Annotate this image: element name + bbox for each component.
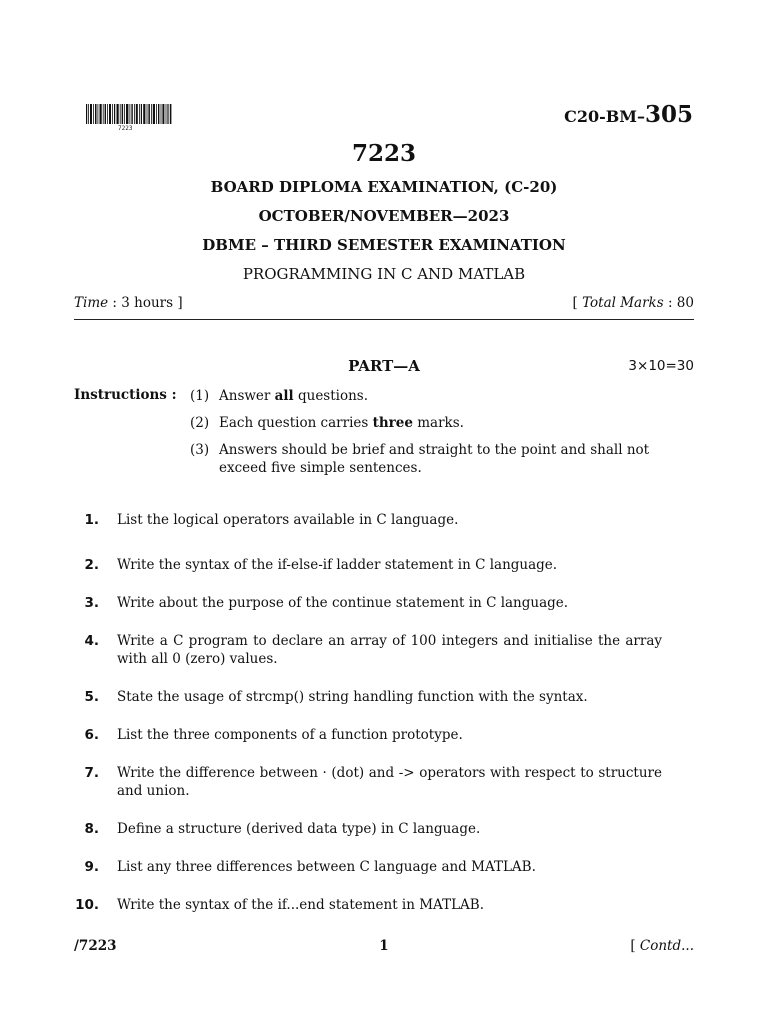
barcode (86, 104, 172, 138)
instruction-text (219, 414, 669, 432)
question-text: List the three components of a function prototype. (117, 727, 463, 743)
question-number: 5. (84, 689, 99, 705)
question-text: State the usage of strcmp() string handling function with the syntax. (117, 689, 588, 705)
instruction-text-end: marks. (412, 415, 464, 431)
barcode-number: 7223 (118, 125, 133, 132)
barcode-bars (86, 104, 172, 124)
question-number: 9. (84, 859, 99, 875)
instruction-number: (3) (190, 442, 210, 458)
instruction-text-start: Answer (219, 388, 275, 404)
question-text: Write a C program to declare an array of 100 integers and initialise the array with all 0 (zero) values. (117, 633, 662, 667)
total-marks-value: : 80 (667, 295, 694, 311)
paper-code (564, 101, 693, 128)
instructions-label: Instructions : (74, 387, 177, 403)
question-number: 4. (84, 633, 99, 649)
question-text: List any three differences between C language and MATLAB. (117, 859, 536, 875)
instruction-text (219, 441, 669, 477)
instruction-text-start: Each question carries (219, 415, 373, 431)
question-number: 1. (84, 512, 99, 528)
semester-title: DBME – THIRD SEMESTER EXAMINATION (202, 236, 566, 254)
board-title: BOARD DIPLOMA EXAMINATION, (C-20) (210, 178, 558, 196)
page-number: 1 (379, 938, 389, 954)
instruction-emphasis: all (274, 388, 294, 404)
time-value: : 3 hours ] (112, 295, 183, 311)
exam-session: OCTOBER/NOVEMBER—2023 (258, 207, 510, 225)
part-marks: 3×10=30 (628, 358, 694, 374)
subject-title: PROGRAMMING IN C AND MATLAB (242, 265, 526, 283)
footer-code: /7223 (74, 938, 117, 954)
question-number: 6. (84, 727, 99, 743)
instruction-text-end: questions. (293, 388, 369, 404)
paper-code-number: 305 (644, 101, 693, 128)
total-marks-label: Total Marks (582, 295, 664, 311)
time-label: Time (74, 295, 109, 311)
part-title: PART—A (348, 357, 420, 375)
paper-code-prefix: C20-BM– (564, 107, 645, 126)
instruction-number: (2) (190, 415, 210, 431)
question-text: Write the syntax of the if-else-if ladder statement in C language. (117, 557, 558, 573)
instruction-text-start: Answers should be brief and straight to the point and shall not exceed five simple sentences. (219, 442, 650, 476)
time-info (74, 295, 183, 311)
question-text: List the logical operators available in C language. (117, 512, 459, 528)
question-text: Write the difference between · (dot) and -> operators with respect to structure and union. (117, 765, 662, 799)
paper-number: 7223 (351, 140, 416, 167)
question-text: Define a structure (derived data type) in C language. (117, 821, 481, 837)
instruction-emphasis: three (372, 415, 413, 431)
total-marks-bracket: [ (572, 295, 578, 311)
question-number: 3. (84, 595, 99, 611)
continued-bracket: [ (630, 938, 636, 954)
continued-label: Contd... (639, 938, 694, 954)
total-marks-info (572, 295, 694, 311)
header-divider (74, 319, 694, 320)
instruction-text (219, 387, 669, 405)
continued-note (630, 938, 694, 954)
question-text: Write about the purpose of the continue statement in C language. (117, 595, 569, 611)
question-number: 10. (75, 897, 99, 913)
question-number: 8. (84, 821, 99, 837)
question-number: 7. (84, 765, 99, 781)
instruction-number: (1) (190, 388, 210, 404)
question-text: Write the syntax of the if...end statement in MATLAB. (117, 897, 484, 913)
question-number: 2. (84, 557, 99, 573)
